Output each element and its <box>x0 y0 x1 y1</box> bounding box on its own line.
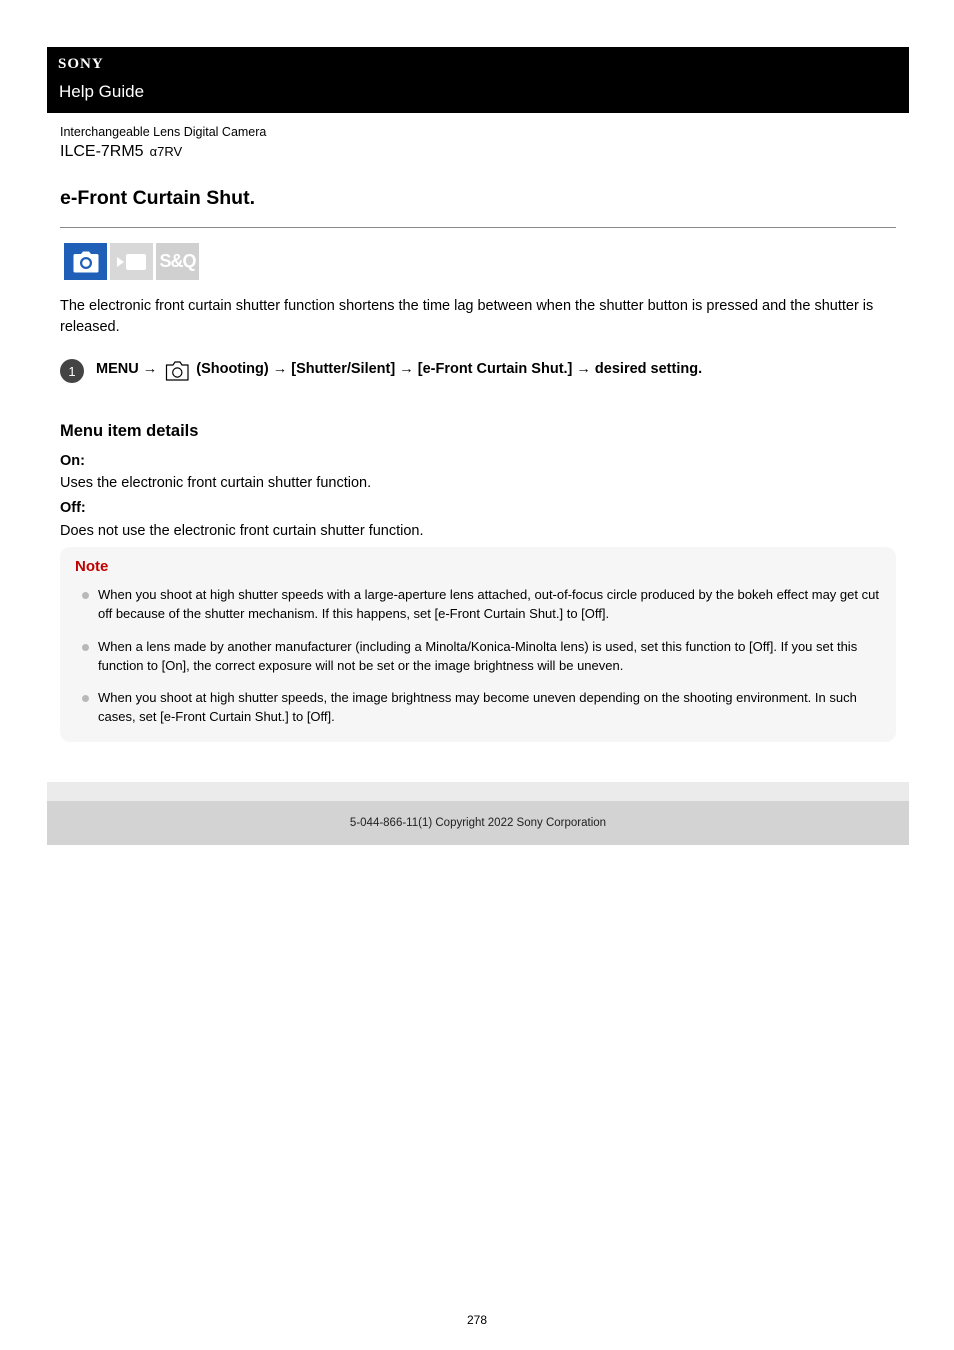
note-title: Note <box>75 558 109 575</box>
note-item-text: When you shoot at high shutter speeds, the image brightness may become uneven depending on the shooting environment. In such cases, set [e-Front Curtain Shut.] to [Off]. <box>98 690 857 724</box>
note-item-text: When you shoot at high shutter speeds with a large-aperture lens attached, out-of-focus circle produced by the bokeh effect may get cut off because of the shutter mechanism. If this happens, set [e-Front Curtain Shut.] to [Off]. <box>98 587 879 621</box>
product-type: Interchangeable Lens Digital Camera <box>60 125 267 139</box>
option-label-off: Off: <box>60 500 86 516</box>
movie-mode-icon <box>110 243 153 280</box>
product-model-line <box>60 143 182 161</box>
footer <box>47 801 909 845</box>
product-alias: α7RV <box>149 144 183 159</box>
note-item <box>98 688 880 726</box>
help-guide-title: Help Guide <box>59 82 145 101</box>
camera-icon <box>165 361 190 381</box>
sq-mode-label: S&Q <box>159 251 196 271</box>
bullet-icon <box>82 644 89 651</box>
mode-icons <box>64 243 199 280</box>
note-item <box>98 637 880 675</box>
sony-logo: SONY <box>58 56 104 72</box>
step-text-after: (Shooting) → [Shutter/Silent] → [e-Front Curtain Shut.] → desired setting. <box>196 361 703 377</box>
camera-icon <box>73 251 99 273</box>
bullet-icon <box>82 695 89 702</box>
copyright-text: 5-044-866-11(1) Copyright 2022 Sony Corporation <box>349 817 607 829</box>
page-title: e-Front Curtain Shut. <box>60 187 255 209</box>
movie-camera-icon <box>117 253 147 271</box>
sq-mode-icon <box>156 243 199 280</box>
option-label-on: On: <box>60 453 85 469</box>
note-box <box>60 547 896 742</box>
step-text-before: MENU → <box>96 361 158 377</box>
menu-item-details-heading: Menu item details <box>60 422 199 440</box>
step-instruction <box>96 359 702 379</box>
page-number: 278 <box>466 1313 488 1327</box>
header-bar <box>47 47 909 113</box>
step-number: 1 <box>60 359 84 383</box>
note-item-text: When a lens made by another manufacturer (including a Minolta/Konica-Minolta lens) is used, set this function to [Off]. If you set this function to [On], the correct exposure will not be set or the image brightness will be uneven. <box>98 639 858 673</box>
bullet-icon <box>82 592 89 599</box>
product-model: ILCE-7RM5 <box>60 143 144 160</box>
photo-mode-icon <box>64 243 107 280</box>
option-description-on: Uses the electronic front curtain shutter function. <box>60 475 372 491</box>
note-item <box>98 585 880 623</box>
option-description-off: Does not use the electronic front curtain shutter function. <box>60 523 424 539</box>
footer-strip <box>47 782 909 801</box>
title-divider <box>60 227 896 228</box>
intro-text: The electronic front curtain shutter function shortens the time lag between when the shutter button is pressed and the shutter is released. <box>60 298 874 335</box>
